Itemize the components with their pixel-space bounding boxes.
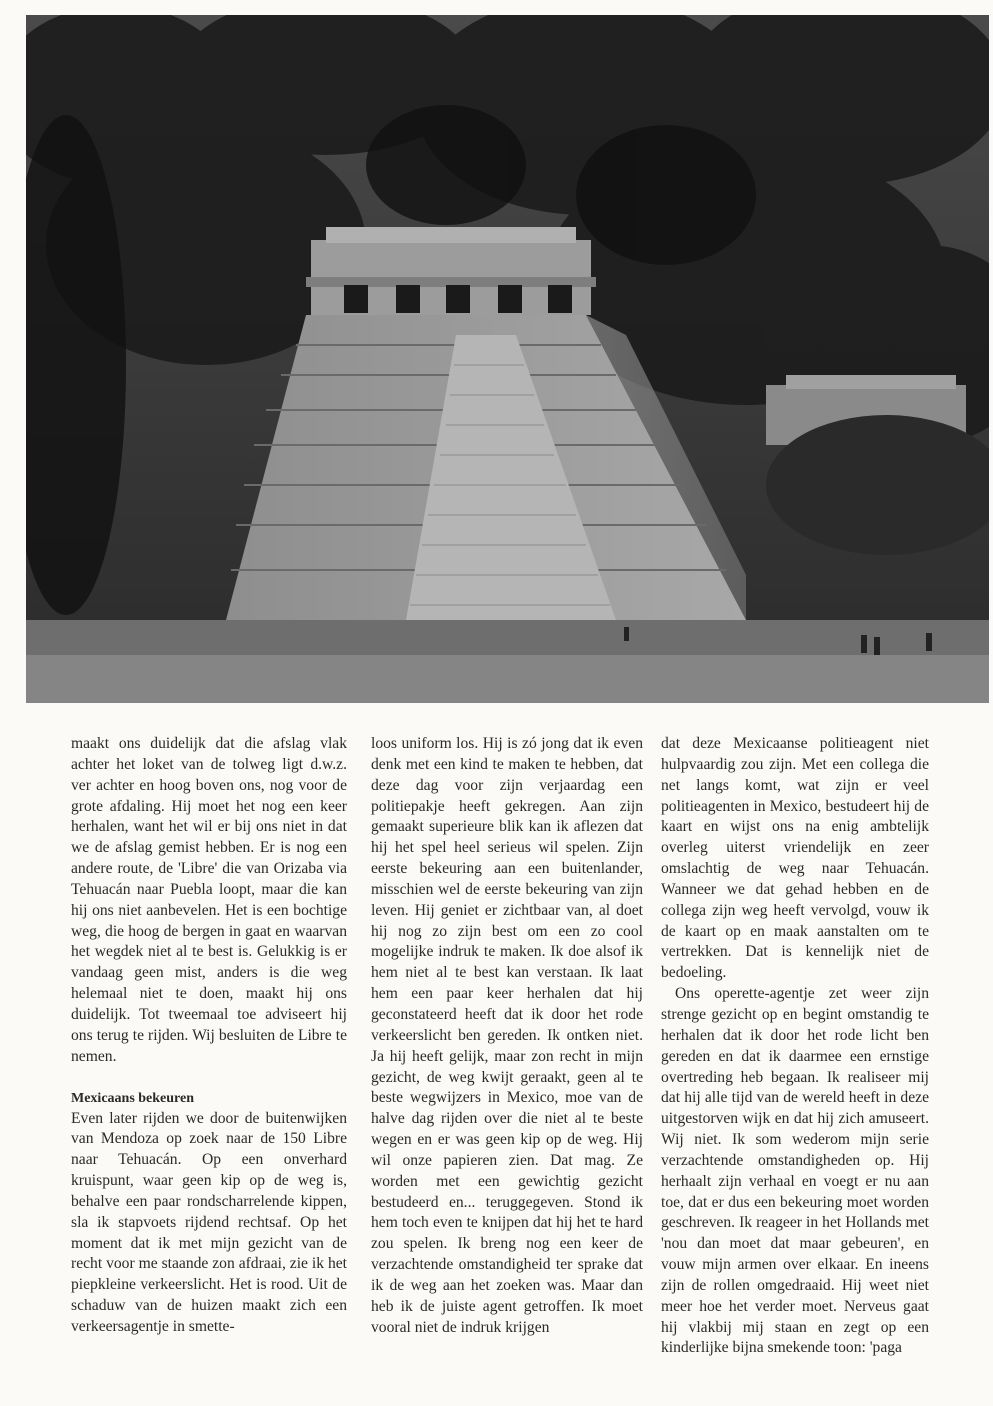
paragraph: maakt ons duidelijk dat die afslag vlak achter het loket van de tolweg ligt d.w.z. ver achter en hoog boven ons, nog voor de grote afdaling. Hij moet het nog een keer herhalen, want het wil er bij ons niet in dat we de afslag gemist hebben. Er is nog een andere route, de 'Libre' die van Orizaba via Tehuacán naar Puebla loopt, maar die kan hij ons niet aanbevelen. Het is een bochtige weg, die hoog de bergen in gaat en waarvan het wegdek niet al te best is. Gelukkig is er vandaag geen mist, anders is die weg helemaal niet te doen, maakt hij ons duidelijk. Tot tweemaal toe adviseert hij ons terug te rijden. Wij besluiten de Libre te nemen.	[71, 735, 347, 1065]
text-column-3	[661, 734, 929, 1359]
paragraph: Even later rijden we door de buitenwijken van Mendoza op zoek naar de 150 Libre naar Tehuacán. Op een onverhard kruispunt, waar geen kip op de weg is, behalve een paar rondscharrelende kippen, sla ik stapvoets rijdend rechtsaf. Op het moment dat ik met mijn gezicht van de recht voor me staande zon afdraai, zie ik het piepkleine verkeerslicht. Het is rood. Uit de schaduw van de huizen maakt zich een verkeersagentje in smette-	[71, 1109, 347, 1335]
text-column-1	[71, 734, 347, 1338]
paragraph: loos uniform los. Hij is zó jong dat ik even denk met een kind te maken te hebben, dat deze dag voor zijn verjaardag een politiepakje heeft gekregen. Aan zijn gemaakt superieure blik kan ik aflezen dat hij het spel heel serieus wil spelen. Zijn eerste bekeuring aan een buitenlander, misschien wel de eerste bekeuring van zijn leven. Hij geniet er zichtbaar van, al doet hij nog zo zijn best om een zo cool mogelijke indruk te maken. Ik doe alsof ik hem niet al te best kan verstaan. Ik laat hem een paar keer herhalen dat hij geconstateerd heeft dat ik door het rode verkeerslicht ben gereden. Ik ontken niet. Ja hij heeft gelijk, maar zon recht in mijn gezicht, de weg kwijt geraakt, geen al te beste wegwijzers in Mexico, moe van de halve dag rijden over die niet al te beste wegen en er was geen kip op de weg. Hij wil onze papieren zien. Dat mag. Ze worden met een gewichtig gezicht bestudeerd en... teruggegeven. Stond ik hem toch even te knijpen dat hij het te hard zou spelen. Ik breng nog een keer de verzachtende omstandigheid ter sprake dat ik de weg aan het zoeken was. Maar dan heb ik de juiste agent getroffen. Ik moet vooral niet de indruk krijgen	[371, 735, 643, 1336]
paragraph: Ons operette-agentje zet weer zijn strenge gezicht op en begint omstandig te herhalen dat ik door het rode licht ben gereden en dat ik daarmee een ernstige overtreding heb begaan. Ik realiseer mij dat hij alle tijd van de wereld heeft in deze uitgestorven wijk en dat hij zich amuseert. Wij niet. Ik som wederom mijn serie verzachtende omstandigheden op. Hij herhaalt zijn verhaal en voegt er nu aan toe, dat er dus een bekeuring moet worden geschreven. Ik reageer in het Hollands met 'nou dan moet dat maar gebeuren', en vouw mijn armen over elkaar. En ineens zijn de rollen omgedraaid. Hij weet niet meer hoe het verder moet. Nerveus gaat hij vlakbij mij staan en zegt op een kinderlijke bijna smekende toon: 'paga	[661, 985, 929, 1357]
temple-photo	[26, 15, 989, 703]
paragraph: dat deze Mexicaanse politieagent niet hulpvaardig zou zijn. Met een collega die net langs komt, wat zijn er veel politieagenten in Mexico, bestudeert hij de kaart en wijst ons na enig ambtelijk overleg uiterst vriendelijk en zeer omslachtig de weg naar Tehuacán. Wanneer we dat gehad hebben en de collega zijn weg heeft vervolgd, vouw ik de kaart op en maak aanstalten om te vertrekken. Dat is kennelijk niet de bedoeling.	[661, 735, 929, 982]
pyramid-illustration	[26, 15, 989, 703]
text-column-2	[371, 734, 643, 1338]
section-heading: Mexicaans bekeuren	[71, 1090, 195, 1106]
